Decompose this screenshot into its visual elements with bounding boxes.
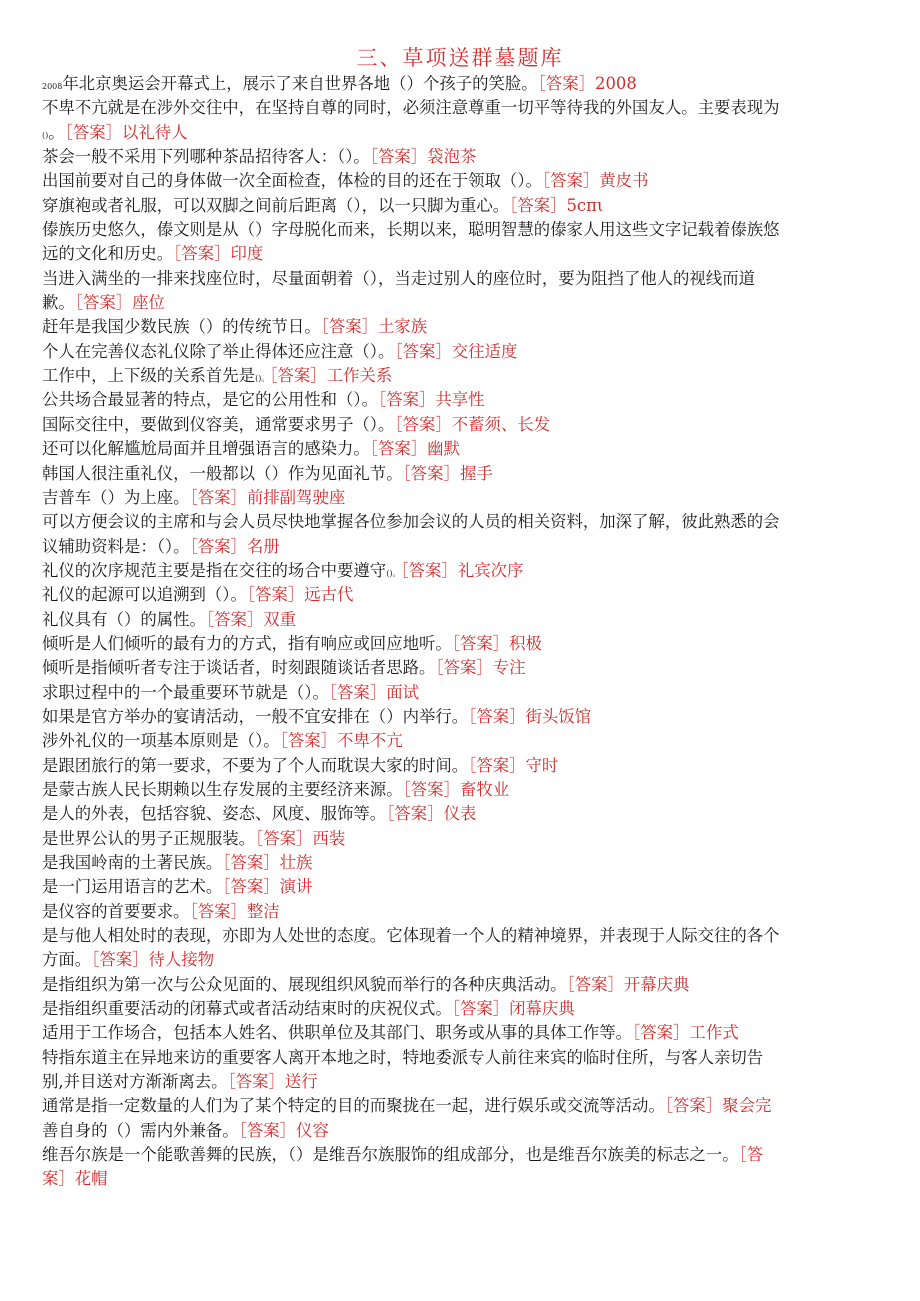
page-title: 三、草项送群墓题库 [356,46,564,70]
answer-text: ［答案］专注 [435,658,526,678]
question-text: 是指组织为第一次与公众见面的、展现组织风貌而举行的各种庆典活动。 [42,974,567,994]
question-text: 工作中，上下级的关系首先是 [42,366,256,386]
answer-text: ［答案］2008 [537,74,637,93]
question-text: 茶会一般不采用下列哪种茶品招待客人：（）。 [42,147,370,167]
question-text: 穿旗袍或者礼服，可以双脚之间前后距离（），以一只脚为重心。 [42,195,510,215]
answer-text: ［答案］守时 [468,755,559,775]
question-text: 年北京奥运会开幕式上，展示了来自世界各地（）个孩子的笑脸。 [62,74,538,93]
question-text: 是人的外表，包括容貌、姿态、风度、服饰等。 [42,804,387,824]
question-text: 适用于工作场合，包括本人姓名、供职单位及其部门、职务或从事的具体工作等。 [42,1023,633,1043]
question-line [42,1094,882,1118]
question-line [42,583,882,607]
answer-text: ［答案］以礼待人 [64,122,188,142]
question-line [42,875,882,899]
question-text: 国际交往中，要做到仪容美，通常要求男子（）。 [42,414,395,434]
answer-text: ［答案］黄皮书 [541,171,649,191]
question-text: 出国前要对自己的身体做一次全面检查，体检的目的还在于领取（）。 [42,171,542,191]
answer-text: ［答案］西装 [255,828,346,848]
question-line [42,948,882,972]
question-prefix: 2008 [42,82,63,91]
question-line [42,121,882,145]
question-text: 礼仪具有（）的属性。 [42,609,206,629]
question-line [42,462,882,486]
question-blank: ()。 [386,568,401,578]
question-line [42,924,882,948]
answer-text: ［答案］送行 [227,1072,318,1092]
question-line [42,997,882,1021]
question-text: 特指东道主在异地来访的重要客人离开本地之时，特地委派专人前往来宾的临时住所，与客人亲切告 [42,1047,764,1067]
question-text: 是世界公认的男子正规服装。 [42,828,256,848]
question-text: 别,并目送对方渐渐离去。 [42,1072,228,1092]
question-line [42,194,882,218]
question-line [42,340,882,364]
question-line [42,973,882,997]
question-text: 礼仪的起源可以追溯到（）。 [42,585,247,605]
answer-text: ［答案］聚会 [664,1096,755,1116]
answer-text: ［答案］印度 [173,244,264,264]
question-line [42,72,882,96]
question-line [42,242,882,266]
question-line [42,437,882,461]
question-text: 是跟团旅行的第一要求，不要为了个人而耽误大家的时间。 [42,755,469,775]
question-text: 倾听是指倾听者专注于谈话者，时刻跟随谈话者思路。 [42,658,436,678]
question-text: 可以方便会议的主席和与会人员尽快地掌握各位参加会议的人员的相关资料，加深了解，彼此熟悉的会 [42,512,780,532]
question-text: 求职过程中的一个最重要环节就是（）。 [42,682,329,702]
question-line [42,729,882,753]
answer-text: ［答案］袋泡茶 [369,147,477,167]
answer-text: ［答案］演讲 [222,877,313,897]
answer-text: ［答案］仪容 [238,1120,329,1140]
question-text: 是与他人相处时的表现，亦即为人处世的态度。它体现着一个人的精神境界，并表现于人际交往的各个 [42,926,780,946]
question-line [42,1070,882,1094]
question-line [42,267,882,291]
question-text: 善自身的（）需内外兼备。 [42,1120,239,1140]
answer-text: ［答案］工作式 [632,1023,739,1043]
question-line [42,559,882,583]
question-text: 通常是指一定数量的人们为了某个特定的目的而聚拢在一起，进行娱乐或交流等活动。 [42,1096,665,1116]
question-text: 议辅助资料是：（）。 [42,536,190,556]
question-prefix: () [42,130,49,140]
question-line [42,535,882,559]
answer-text: ［答案］幽默 [369,439,460,459]
question-line [42,754,882,778]
answer-text: ［答 [738,1145,764,1165]
answer-text: 案］花帽 [42,1169,108,1189]
question-text: 赶年是我国少数民族（）的传统节日。 [42,317,321,337]
answer-text: ［答案］礼宾次序 [400,560,524,580]
answer-text: ［答案］畜牧业 [402,779,510,799]
question-text: 如果是官方举办的宴请活动，一般不宜安排在（）内举行。 [42,706,469,726]
question-text: 维吾尔族是一个能歌善舞的民族，（）是维吾尔族服饰的组成部分，也是维吾尔族美的标志之一。 [42,1145,739,1165]
answer-text: ［答案］不卑不亢 [279,731,403,751]
question-line [42,486,882,510]
answer-text: ［答案］面试 [328,682,419,702]
question-line [42,291,882,315]
question-line [42,1046,882,1070]
answer-text: ［答案］仪表 [386,804,477,824]
question-text: 倾听是人们倾听的最有力的方式，指有响应或回应地听。 [42,633,452,653]
question-line [42,218,882,242]
answer-text: ［答案］积极 [451,633,542,653]
question-text: 是我国岭南的土著民族。 [42,853,223,872]
question-line [42,169,882,193]
question-line [42,608,882,632]
answer-text: ［答案］不蓄须、长发 [394,414,551,434]
question-line [42,1167,882,1191]
answer-text: ［答案］整洁 [189,901,280,921]
question-text: 个人在完善仪态礼仪除了举止得体还应注意（）。 [42,341,395,361]
answer-text: ［答案］共享性 [378,390,485,410]
answer-text: ［答案］开幕庆典 [566,974,690,994]
question-text: 是指组织重要活动的闭幕式或者活动结束时的庆祝仪式。 [42,999,452,1019]
question-line [42,145,882,169]
question-line [42,1021,882,1045]
answer-text: ［答案］壮族 [222,853,313,872]
question-text: 当进入满坐的一排来找座位时，尽量面朝着（），当走过别人的座位时，要为阻挡了他人的视线而道 [42,268,755,288]
question-line [42,778,882,802]
question-line [42,851,882,875]
question-line [42,96,882,120]
question-blank: ()。 [255,374,270,384]
question-text: 远的文化和历史。 [42,244,174,264]
question-text: 韩国人很注重礼仪，一般都以（）作为见面礼节。 [42,463,403,483]
question-text: 是蒙古族人民长期赖以生存发展的主要经济来源。 [42,779,403,799]
question-line [42,1119,882,1143]
question-text: 礼仪的次序规范主要是指在交往的场合中要遵守 [42,560,387,580]
answer-text: ［答案］工作关系 [269,366,393,386]
answer-text: ［答案］土家族 [320,317,428,337]
question-line [42,388,882,412]
answer-text: ［答案］名册 [189,536,280,556]
answer-text: ［答案］待人接物 [91,950,215,970]
answer-text: ［答案］交往适度 [394,341,518,361]
question-line [42,1143,882,1167]
question-line [42,413,882,437]
question-line [42,802,882,826]
question-line [42,632,882,656]
answer-text: ［答案］握手 [402,463,493,483]
question-text: 吉普车（）为上座。 [42,487,190,507]
answer-text: ［答案］5cπι [509,195,604,215]
question-line [42,827,882,851]
answer-text: ［答案］街头饭馆 [468,706,592,726]
question-text: 公共场合最显著的特点，是它的公用性和（）。 [42,390,379,410]
question-text: 是一门运用语言的艺术。 [42,877,223,897]
question-line [42,705,882,729]
question-list [42,72,882,1192]
answer-text: ［答案］前排副驾驶座 [189,487,346,507]
question-text: 涉外礼仪的一项基本原则是（）。 [42,731,280,751]
question-line [42,900,882,924]
answer-text: ［答案］闭幕庆典 [451,999,575,1019]
question-line [42,510,882,534]
answer-text: ［答案］双重 [205,609,297,629]
question-line [42,681,882,705]
question-line [42,364,882,388]
question-text: 是仪容的首要要求。 [42,901,190,921]
question-text: 不卑不亢就是在涉外交往中，在坚持自尊的同时，必须注意尊重一切平等待我的外国友人。主要表现为 [42,98,780,118]
question-line [42,656,882,680]
question-text: 方面。 [42,950,92,970]
question-text: 。 [48,122,65,142]
question-line [42,315,882,339]
question-text: 傣族历史悠久，傣文则是从（）字母脱化而来，长期以来，聪明智慧的傣家人用这些文字记载着傣族悠 [42,220,780,240]
question-text: 还可以化解尴尬局面并且增强语言的感染力。 [42,439,370,459]
answer-text: ［答案］远古代 [246,585,354,605]
question-text: 歉。 [42,293,75,313]
answer-text: ［答案］座位 [74,293,165,313]
answer-suffix: 完 [755,1096,772,1116]
